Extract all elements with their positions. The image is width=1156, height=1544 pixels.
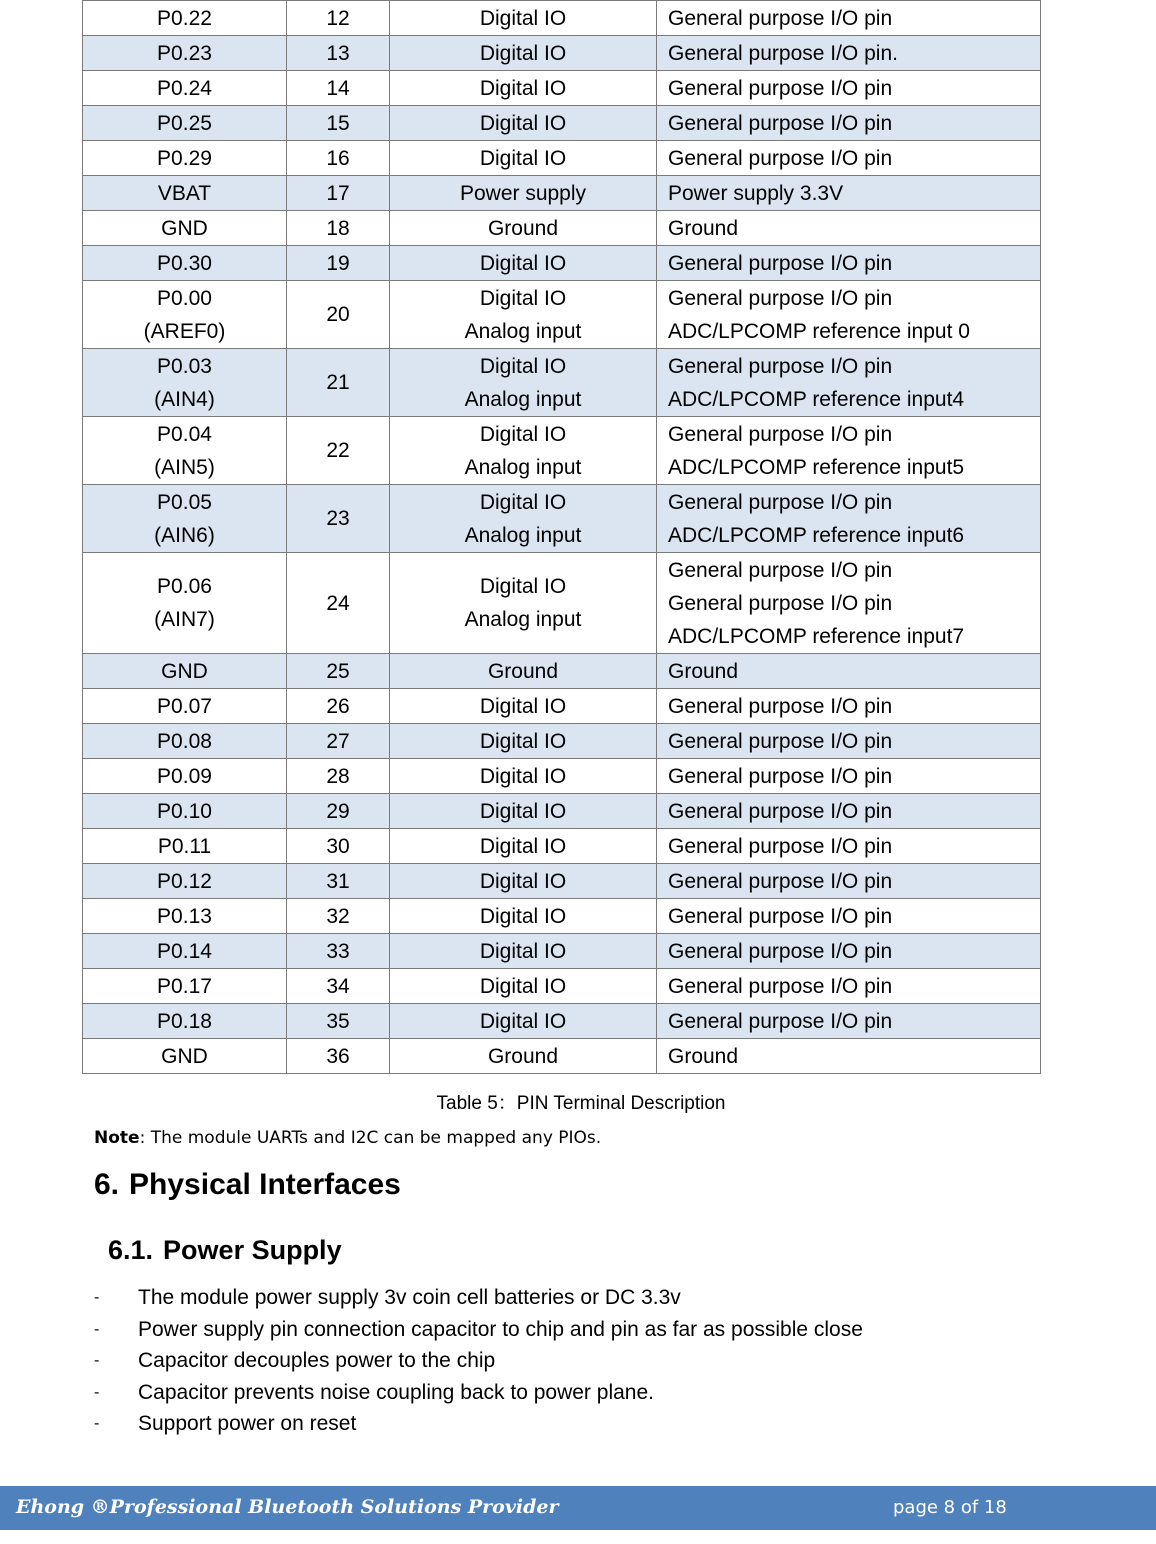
cell-line: P0.24	[157, 76, 212, 100]
cell-line: (AIN7)	[154, 608, 215, 631]
pin-description-cell	[657, 141, 1041, 176]
cell-line: P0.17	[157, 974, 212, 998]
pin-number-cell: 12	[287, 1, 390, 36]
table-row	[83, 724, 1041, 759]
pin-description-cell	[657, 1039, 1041, 1074]
cell-line: P0.00	[157, 286, 212, 310]
subsection-heading	[108, 1235, 342, 1266]
cell-line: ADC/LPCOMP reference input4	[668, 387, 965, 411]
pin-terminal-table	[82, 0, 1041, 1074]
pin-number-cell: 31	[287, 864, 390, 899]
pin-name-cell	[83, 553, 287, 654]
cell-line: General purpose I/O pin	[668, 974, 893, 998]
bullet-dash: -	[94, 1415, 100, 1432]
table-row	[83, 211, 1041, 246]
cell-line: Digital IO	[479, 869, 567, 893]
cell-line: General purpose I/O pin	[668, 694, 893, 718]
cell-line: General purpose I/O pin	[668, 111, 893, 135]
table-row	[83, 899, 1041, 934]
cell-line: Ground	[668, 1044, 739, 1068]
pin-description-cell	[657, 246, 1041, 281]
bullet-dash: -	[94, 1289, 100, 1306]
pin-name-cell	[83, 211, 287, 246]
pin-number-cell: 36	[287, 1039, 390, 1074]
bullet-dash: -	[94, 1352, 100, 1369]
cell-line: General purpose I/O pin	[668, 591, 893, 615]
cell-line: P0.10	[157, 799, 212, 823]
pin-number-cell: 32	[287, 899, 390, 934]
table-row	[83, 689, 1041, 724]
list-item-text: Capacitor prevents noise coupling back to power plane.	[138, 1380, 654, 1404]
table-row	[83, 969, 1041, 1004]
pin-description-cell	[657, 1, 1041, 36]
section-title: Physical Interfaces	[129, 1168, 401, 1201]
pin-description-cell	[657, 864, 1041, 899]
pin-type-cell	[390, 864, 657, 899]
pin-type-cell	[390, 724, 657, 759]
cell-line: Digital IO	[479, 974, 567, 998]
cell-line: Analog input	[464, 523, 582, 547]
pin-name-cell	[83, 36, 287, 71]
pin-number-cell: 30	[287, 829, 390, 864]
pin-name-cell	[83, 141, 287, 176]
cell-line: P0.08	[157, 729, 212, 753]
pin-name-cell	[83, 71, 287, 106]
cell-line: ADC/LPCOMP reference input5	[668, 455, 965, 479]
pin-name-cell	[83, 829, 287, 864]
note-text: : The module UARTs and I2C can be mapped any PIOs.	[139, 1128, 602, 1148]
pin-type-cell	[390, 246, 657, 281]
pin-number-cell: 29	[287, 794, 390, 829]
cell-line: P0.04	[157, 422, 212, 446]
pin-type-cell	[390, 969, 657, 1004]
cell-line: Digital IO	[479, 422, 567, 446]
list-item-text: The module power supply 3v coin cell batteries or DC 3.3v	[138, 1286, 681, 1309]
list-item-text: Capacitor decouples power to the chip	[138, 1349, 496, 1372]
pin-description-cell	[657, 281, 1041, 349]
cell-line: General purpose I/O pin	[668, 76, 893, 100]
cell-line: Ground	[487, 1044, 559, 1068]
pin-description-cell	[657, 417, 1041, 485]
cell-line: Digital IO	[479, 251, 567, 275]
pin-number-cell: 15	[287, 106, 390, 141]
pin-name-cell	[83, 1004, 287, 1039]
cell-line: ADC/LPCOMP reference input6	[668, 523, 965, 547]
cell-line: P0.06	[157, 575, 212, 598]
pin-number-cell: 13	[287, 36, 390, 71]
cell-line: Digital IO	[479, 939, 567, 963]
table-row	[83, 934, 1041, 969]
pin-description-cell	[657, 211, 1041, 246]
cell-line: P0.29	[157, 146, 212, 170]
subsection-title: Power Supply	[163, 1235, 342, 1265]
pin-number-cell: 14	[287, 71, 390, 106]
cell-line: (AIN6)	[154, 523, 215, 547]
footer-company-tagline: Ehong ®Professional Bluetooth Solutions Provider	[16, 1496, 559, 1518]
pin-type-cell	[390, 106, 657, 141]
pin-number-cell: 26	[287, 689, 390, 724]
table-row	[83, 829, 1041, 864]
pin-number-cell: 28	[287, 759, 390, 794]
cell-line: VBAT	[157, 181, 212, 205]
pin-number-cell: 17	[287, 176, 390, 211]
pin-description-cell	[657, 1004, 1041, 1039]
pin-type-cell	[390, 829, 657, 864]
table-row	[83, 176, 1041, 211]
pin-description-cell	[657, 934, 1041, 969]
pin-type-cell	[390, 1004, 657, 1039]
pin-number-cell: 22	[287, 417, 390, 485]
table-row	[83, 71, 1041, 106]
table-row	[83, 794, 1041, 829]
cell-line: Analog input	[464, 455, 582, 479]
pin-description-cell	[657, 829, 1041, 864]
cell-line: Analog input	[464, 319, 582, 343]
power-supply-list	[94, 1284, 863, 1442]
cell-line: P0.23	[157, 41, 212, 65]
cell-line: General purpose I/O pin	[668, 729, 893, 753]
pin-type-cell	[390, 654, 657, 689]
table-row	[83, 864, 1041, 899]
cell-line: Ground	[487, 216, 559, 240]
cell-line: Digital IO	[479, 76, 567, 100]
list-item-text: Support power on reset	[138, 1412, 357, 1435]
cell-line: Digital IO	[479, 834, 567, 858]
list-item	[94, 1347, 863, 1379]
list-item-text: Power supply pin connection capacitor to chip and pin as far as possible close	[138, 1317, 863, 1341]
cell-line: P0.22	[157, 6, 212, 30]
pin-description-cell	[657, 485, 1041, 553]
cell-line: Analog input	[464, 387, 582, 411]
table-row	[83, 1, 1041, 36]
pin-name-cell	[83, 246, 287, 281]
pin-description-cell	[657, 689, 1041, 724]
pin-name-cell	[83, 485, 287, 553]
cell-line: ADC/LPCOMP reference input 0	[668, 319, 970, 343]
cell-line: P0.05	[157, 490, 212, 514]
cell-line: General purpose I/O pin	[668, 286, 893, 310]
pin-description-cell	[657, 36, 1041, 71]
cell-line: P0.03	[157, 354, 212, 378]
pin-type-cell	[390, 211, 657, 246]
table-row	[83, 246, 1041, 281]
cell-line: Digital IO	[479, 764, 567, 788]
table-row	[83, 553, 1041, 654]
pin-type-cell	[390, 485, 657, 553]
pin-name-cell	[83, 1039, 287, 1074]
pin-description-cell	[657, 654, 1041, 689]
list-item	[94, 1379, 863, 1411]
cell-line: (AIN4)	[154, 387, 215, 411]
cell-line: P0.14	[157, 939, 212, 963]
pin-number-cell: 33	[287, 934, 390, 969]
cell-line: GND	[161, 216, 208, 240]
cell-line: General purpose I/O pin	[668, 490, 893, 514]
footer-page-number: page 8 of 18	[893, 1497, 1007, 1518]
pin-type-cell	[390, 176, 657, 211]
pin-number-cell: 19	[287, 246, 390, 281]
pin-type-cell	[390, 36, 657, 71]
pin-type-cell	[390, 1, 657, 36]
pin-number-cell: 21	[287, 349, 390, 417]
table-row	[83, 36, 1041, 71]
pin-name-cell	[83, 417, 287, 485]
pin-description-cell	[657, 724, 1041, 759]
pin-name-cell	[83, 934, 287, 969]
cell-line: Digital IO	[479, 286, 567, 310]
pin-type-cell	[390, 1039, 657, 1074]
cell-line: Digital IO	[479, 1009, 567, 1033]
section-heading	[94, 1168, 401, 1202]
cell-line: General purpose I/O pin	[668, 799, 893, 823]
pin-description-cell	[657, 176, 1041, 211]
pin-type-cell	[390, 281, 657, 349]
cell-line: P0.18	[157, 1009, 212, 1033]
subsection-number: 6.1.	[108, 1235, 154, 1265]
table-row	[83, 485, 1041, 553]
cell-line: Digital IO	[479, 729, 567, 753]
cell-line: Digital IO	[479, 694, 567, 718]
pin-type-cell	[390, 417, 657, 485]
cell-line: Digital IO	[479, 6, 567, 30]
cell-line: P0.13	[157, 904, 212, 928]
cell-line: Ground	[668, 659, 739, 683]
pin-description-cell	[657, 969, 1041, 1004]
cell-line: Digital IO	[479, 799, 567, 823]
cell-line: General purpose I/O pin	[668, 834, 893, 858]
pin-number-cell: 35	[287, 1004, 390, 1039]
cell-line: Digital IO	[479, 146, 567, 170]
pin-description-cell	[657, 759, 1041, 794]
bullet-dash: -	[94, 1383, 100, 1401]
note	[94, 1128, 601, 1148]
cell-line: General purpose I/O pin	[668, 422, 893, 446]
note-label: Note	[94, 1128, 140, 1148]
cell-line: General purpose I/O pin.	[668, 41, 898, 65]
table-row	[83, 106, 1041, 141]
cell-line: (AREF0)	[143, 319, 226, 343]
cell-line: Digital IO	[479, 490, 567, 514]
cell-line: Digital IO	[479, 41, 567, 65]
table-row	[83, 281, 1041, 349]
cell-line: P0.09	[157, 764, 212, 788]
list-item	[94, 1284, 863, 1316]
pin-type-cell	[390, 141, 657, 176]
pin-type-cell	[390, 899, 657, 934]
cell-line: General purpose I/O pin	[668, 354, 893, 378]
pin-type-cell	[390, 759, 657, 794]
table-caption: Table 5：PIN Terminal Description	[436, 1093, 726, 1114]
table-row	[83, 349, 1041, 417]
pin-name-cell	[83, 794, 287, 829]
table-row	[83, 654, 1041, 689]
pin-type-cell	[390, 349, 657, 417]
pin-description-cell	[657, 71, 1041, 106]
pin-number-cell: 23	[287, 485, 390, 553]
pin-description-cell	[657, 553, 1041, 654]
pin-number-cell: 27	[287, 724, 390, 759]
cell-line: Digital IO	[479, 904, 567, 928]
table-row	[83, 417, 1041, 485]
list-item	[94, 1316, 863, 1348]
table-row	[83, 1039, 1041, 1074]
cell-line: GND	[161, 659, 208, 683]
cell-line: ADC/LPCOMP reference input7	[668, 624, 965, 648]
cell-line: General purpose I/O pin	[668, 939, 893, 963]
page-footer	[0, 1486, 1156, 1530]
cell-line: General purpose I/O pin	[668, 6, 893, 30]
pin-name-cell	[83, 724, 287, 759]
pin-type-cell	[390, 794, 657, 829]
cell-line: (AIN5)	[154, 455, 215, 479]
cell-line: Digital IO	[479, 575, 567, 598]
pin-type-cell	[390, 934, 657, 969]
pin-type-cell	[390, 71, 657, 106]
pin-type-cell	[390, 689, 657, 724]
cell-line: Ground	[487, 659, 559, 683]
pin-description-cell	[657, 899, 1041, 934]
cell-line: Power supply	[459, 181, 587, 205]
cell-line: Digital IO	[479, 354, 567, 378]
cell-line: P0.30	[157, 251, 212, 275]
pin-description-cell	[657, 349, 1041, 417]
section-number: 6.	[94, 1168, 120, 1201]
cell-line: General purpose I/O pin	[668, 904, 893, 928]
pin-description-cell	[657, 106, 1041, 141]
cell-line: P0.12	[157, 869, 212, 893]
pin-number-cell: 24	[287, 553, 390, 654]
pin-name-cell	[83, 969, 287, 1004]
bullet-dash: -	[94, 1320, 100, 1338]
list-item	[94, 1410, 863, 1442]
pin-name-cell	[83, 864, 287, 899]
pin-name-cell	[83, 106, 287, 141]
cell-line: Ground	[668, 216, 739, 240]
pin-name-cell	[83, 281, 287, 349]
pin-number-cell: 16	[287, 141, 390, 176]
cell-line: Analog input	[464, 608, 582, 631]
cell-line: P0.07	[157, 694, 212, 718]
cell-line: P0.11	[157, 834, 212, 858]
cell-line: Power supply 3.3V	[668, 181, 844, 205]
table-row	[83, 141, 1041, 176]
cell-line: General purpose I/O pin	[668, 251, 893, 275]
cell-line: Digital IO	[479, 111, 567, 135]
pin-number-cell: 18	[287, 211, 390, 246]
pin-name-cell	[83, 759, 287, 794]
table-row	[83, 759, 1041, 794]
pin-name-cell	[83, 899, 287, 934]
pin-number-cell: 25	[287, 654, 390, 689]
cell-line: General purpose I/O pin	[668, 146, 893, 170]
pin-name-cell	[83, 654, 287, 689]
cell-line: General purpose I/O pin	[668, 558, 893, 582]
cell-line: GND	[161, 1044, 208, 1068]
pin-type-cell	[390, 553, 657, 654]
pin-name-cell	[83, 349, 287, 417]
cell-line: General purpose I/O pin	[668, 1009, 893, 1033]
pin-number-cell: 34	[287, 969, 390, 1004]
cell-line: General purpose I/O pin	[668, 764, 893, 788]
pin-number-cell: 20	[287, 281, 390, 349]
pin-description-cell	[657, 794, 1041, 829]
cell-line: General purpose I/O pin	[668, 869, 893, 893]
cell-line: P0.25	[157, 111, 212, 135]
pin-name-cell	[83, 689, 287, 724]
table-row	[83, 1004, 1041, 1039]
pin-name-cell	[83, 1, 287, 36]
pin-name-cell	[83, 176, 287, 211]
